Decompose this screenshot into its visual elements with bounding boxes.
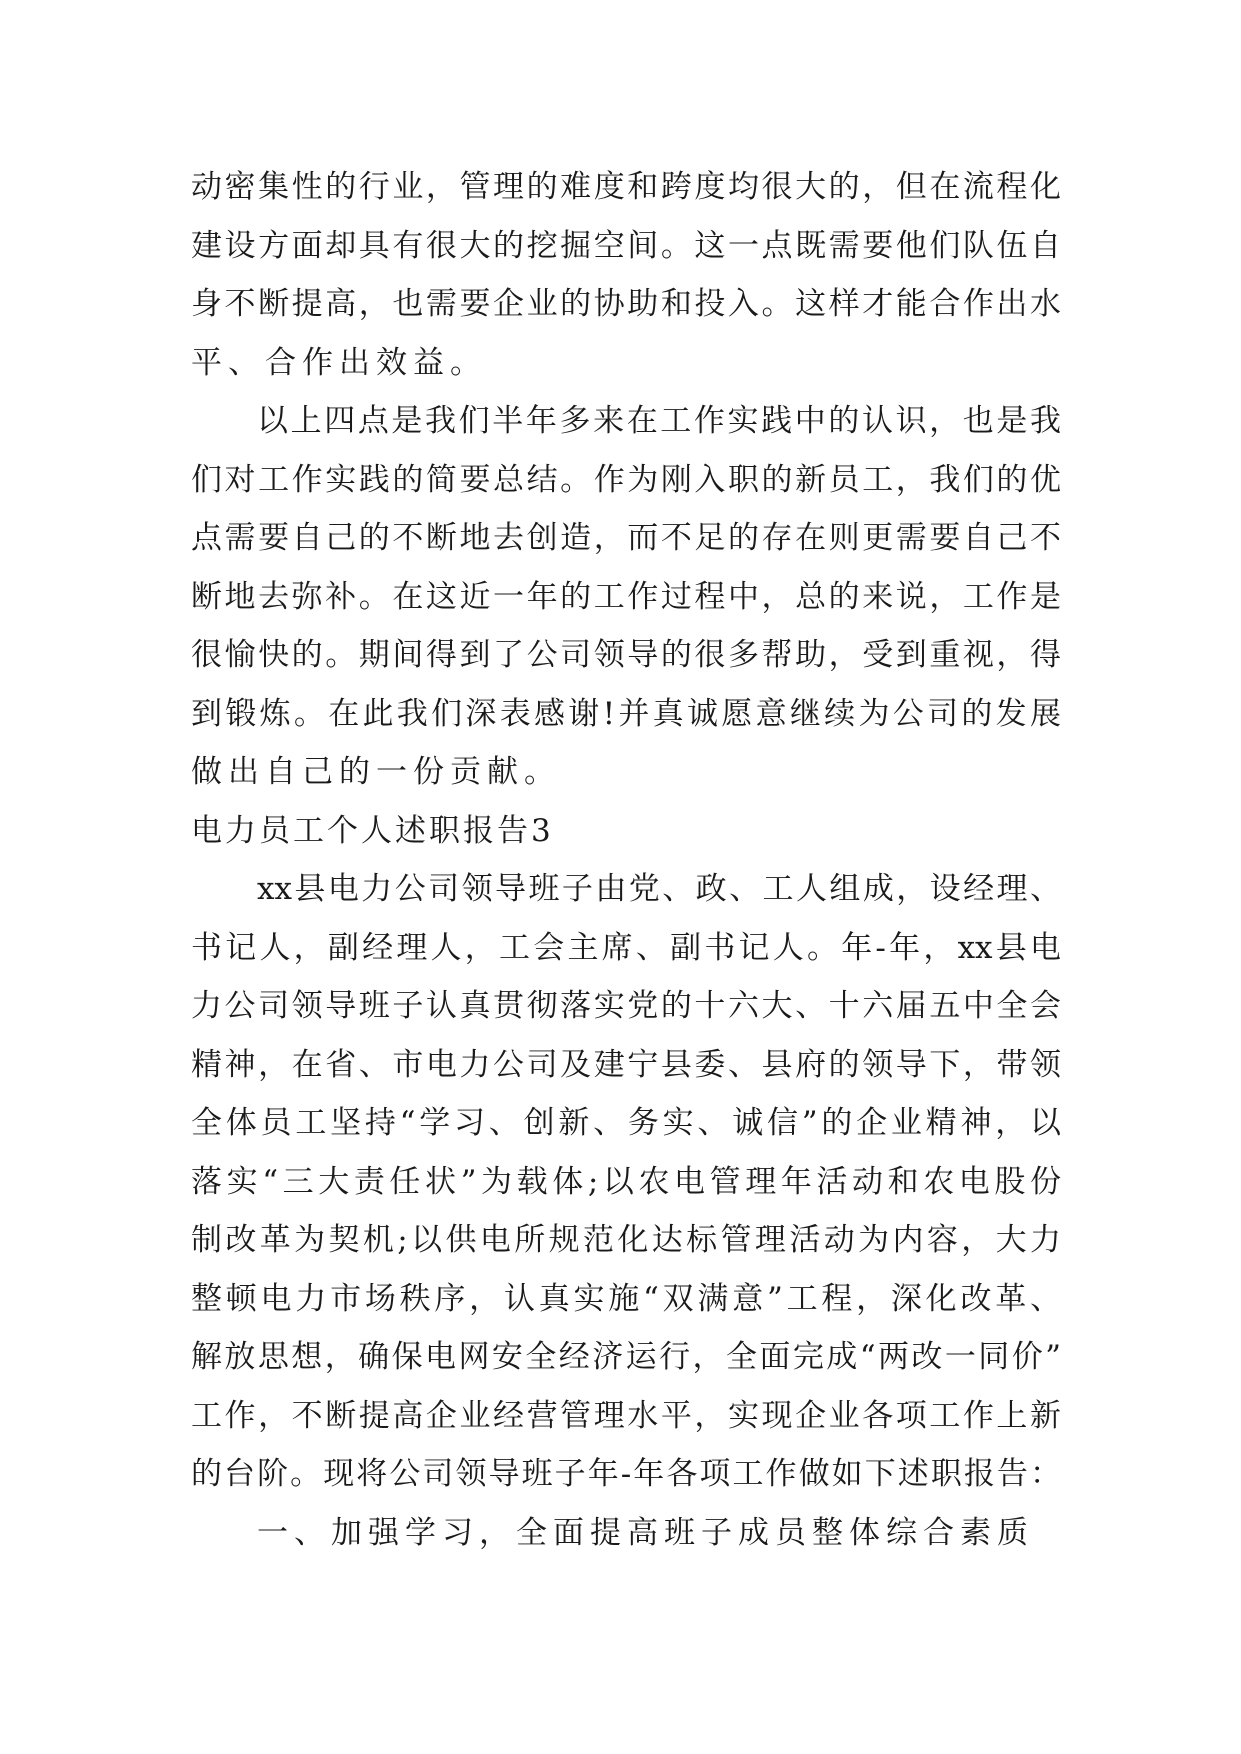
paragraph-line: 落实“三大责任状”为载体;以农电管理年活动和农电股份 xyxy=(191,1163,1061,1200)
section-heading: 电力员工个人述职报告3 xyxy=(191,812,554,849)
paragraph-line: 力公司领导班子认真贯彻落实党的十六大、十六届五中全会 xyxy=(191,988,1061,1024)
paragraph-line: 制改革为契机;以供电所规范化达标管理活动为内容，大力 xyxy=(191,1222,1061,1258)
paragraph-line: 点需要自己的不断地去创造，而不足的存在则更需要自己不 xyxy=(191,520,1061,556)
paragraph-line: xx县电力公司领导班子由党、政、工人组成，设经理、 xyxy=(257,871,1061,907)
paragraph-line: 断地去弥补。在这近一年的工作过程中，总的来说，工作是 xyxy=(191,578,1061,615)
paragraph-line: 解放思想，确保电网安全经济运行，全面完成“两改一同价” xyxy=(191,1339,1061,1375)
paragraph-line: 动密集性的行业，管理的难度和跨度均很大的，但在流程化 xyxy=(191,169,1061,205)
paragraph-line: 书记人，副经理人，工会主席、副书记人。年-年，xx县电 xyxy=(191,929,1061,966)
paragraph-line: 们对工作实践的简要总结。作为刚入职的新员工，我们的优 xyxy=(191,461,1061,498)
document-body xyxy=(191,158,1061,1562)
paragraph-line: 建设方面却具有很大的挖掘空间。这一点既需要他们队伍自 xyxy=(191,227,1061,264)
paragraph-line: 很愉快的。期间得到了公司领导的很多帮助，受到重视，得 xyxy=(191,637,1061,673)
paragraph-line: 身不断提高，也需要企业的协助和投入。这样才能合作出水 xyxy=(191,286,1061,322)
paragraph-line: 工作，不断提高企业经营管理水平，实现企业各项工作上新 xyxy=(191,1397,1061,1434)
paragraph-line: 到锻炼。在此我们深表感谢!并真诚愿意继续为公司的发展 xyxy=(191,695,1061,732)
paragraph-line: 整顿电力市场秩序，认真实施“双满意”工程，深化改革、 xyxy=(191,1280,1061,1317)
paragraph-line: 精神，在省、市电力公司及建宁县委、县府的领导下，带领 xyxy=(191,1046,1061,1083)
paragraph-line: 全体员工坚持“学习、创新、务实、诚信”的企业精神，以 xyxy=(191,1105,1061,1141)
paragraph-line: 的台阶。现将公司领导班子年-年各项工作做如下述职报告： xyxy=(191,1456,1061,1492)
paragraph-line: 以上四点是我们半年多来在工作实践中的认识，也是我 xyxy=(257,403,1061,439)
paragraph-line: 做出自己的一份贡献。 xyxy=(191,754,561,790)
subsection-heading: 一、加强学习，全面提高班子成员整体综合素质 xyxy=(257,1514,1034,1551)
paragraph-line: 平、合作出效益。 xyxy=(191,344,487,381)
